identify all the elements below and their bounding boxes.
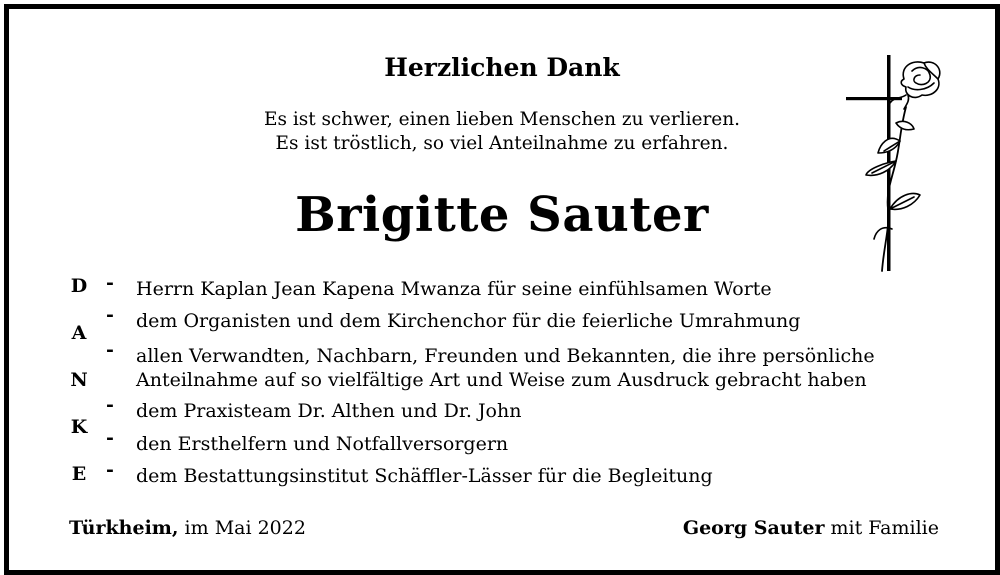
danke-letter: D (70, 275, 88, 297)
list-item-text: den Ersthelfern und Notfallversorgern (136, 433, 509, 455)
dash-bullet: - (106, 272, 114, 294)
dash-bullet: - (106, 339, 114, 361)
list-item-text: dem Bestattungsinstitut Schäffler-Lässer für die Begleitung (136, 465, 713, 487)
dash-bullet: - (106, 394, 114, 416)
heading: Herzlichen Dank (384, 53, 620, 82)
list-item-text: Herrn Kaplan Jean Kapena Mwanza für seine einfühlsamen Worte (136, 278, 772, 300)
list-item-text: dem Organisten und dem Kirchenchor für die feierliche Umrahmung (136, 310, 801, 332)
date: im Mai 2022 (178, 517, 306, 539)
intro-line-1: Es ist schwer, einen lieben Menschen zu verlieren. (263, 109, 741, 130)
list-item-text-continued: Anteilnahme auf so vielfältige Art und Weise zum Ausdruck gebracht haben (136, 369, 867, 391)
danke-letter: E (71, 463, 87, 485)
danke-letter: N (70, 369, 88, 391)
dash-bullet: - (106, 304, 114, 326)
list-item-text: allen Verwandten, Nachbarn, Freunden und Bekannten, die ihre persönliche (136, 345, 875, 367)
signature (683, 517, 939, 539)
cross-with-rose-icon (834, 49, 944, 275)
list-item-text: dem Praxisteam Dr. Althen und Dr. John (136, 400, 522, 422)
deceased-name: Brigitte Sauter (295, 187, 709, 243)
danke-letter: A (71, 322, 87, 344)
danke-letter: K (70, 416, 88, 438)
dash-bullet: - (106, 459, 114, 481)
dash-bullet: - (106, 427, 114, 449)
place: Türkheim, (69, 517, 179, 539)
obituary-card (4, 4, 1000, 575)
signer-suffix: mit Familie (824, 517, 939, 539)
intro-line-2: Es ist tröstlich, so viel Anteilnahme zu erfahren. (275, 133, 729, 154)
signer-name: Georg Sauter (682, 517, 825, 539)
place-and-date (69, 517, 306, 539)
